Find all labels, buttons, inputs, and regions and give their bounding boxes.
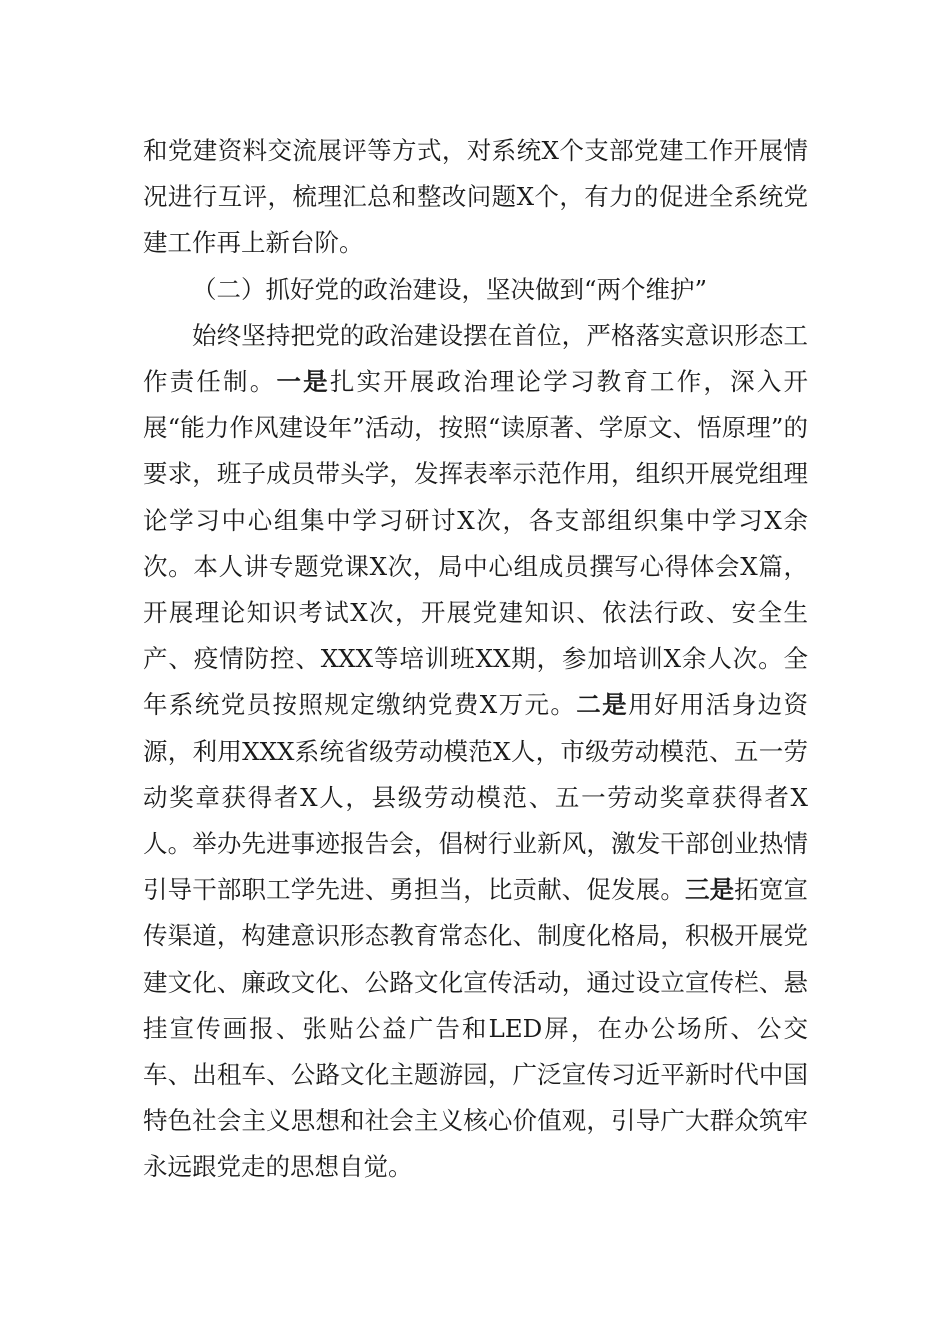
paragraph-intro-text: 始终坚持把党的政治建设摆在首位，严格落实意识形态工作责任制。 [143, 320, 808, 397]
section-heading [143, 267, 808, 313]
point-text-one: 扎实开展政治理论学习教育工作，深入开展“能力作风建设年”活动，按照“读原著、学原文、悟原理”的要求，班子成员带头学，发挥表率示范作用，组织开展党组理论学习中心组集中学习研讨X次，各支部组织集中学习X余次。本人讲专题党课X次，局中心组成员撰写心得体会X篇，开展理论知识考试X次，开展党建知识、依法行政、安全生产、疫情防控、XXX等培训班XX期，参加培训X余人次。全年系统党员按照规定缴纳党费X万元。 [143, 367, 808, 720]
point-label-three: 三是 [684, 875, 735, 905]
paragraph-continuation-text: 和党建资料交流展评等方式，对系统X个支部党建工作开展情况进行互评，梳理汇总和整改问题X个，有力的促进全系统党建工作再上新台阶。 [143, 136, 808, 258]
point-text-two: 用好用活身边资源，利用XXX系统省级劳动模范X人，市级劳动模范、五一劳动奖章获得者X人，县级劳动模范、五一劳动奖章获得者X人。举办先进事迹报告会，倡树行业新风，激发干部创业热情引导干部职工学先进、勇担当，比贡献、促发展。 [143, 690, 809, 905]
paragraph-political-building [143, 313, 808, 1191]
point-label-two: 二是 [576, 690, 629, 720]
section-heading-text: （二）抓好党的政治建设，坚决做到“两个维护” [192, 274, 708, 304]
document-body [143, 128, 808, 1191]
point-text-three: 拓宽宣传渠道，构建意识形态教育常态化、制度化格局，积极开展党建文化、廉政文化、公路文化宣传活动，通过设立宣传栏、悬挂宣传画报、张贴公益广告和LED屏，在办公场所、公交车、出租车、公路文化主题游园，广泛宣传习近平新时代中国特色社会主义思想和社会主义核心价值观，引导广大群众筑牢永远跟党走的思想自觉。 [143, 875, 809, 1182]
paragraph-continuation [143, 128, 808, 267]
point-label-one: 一是 [276, 367, 330, 397]
